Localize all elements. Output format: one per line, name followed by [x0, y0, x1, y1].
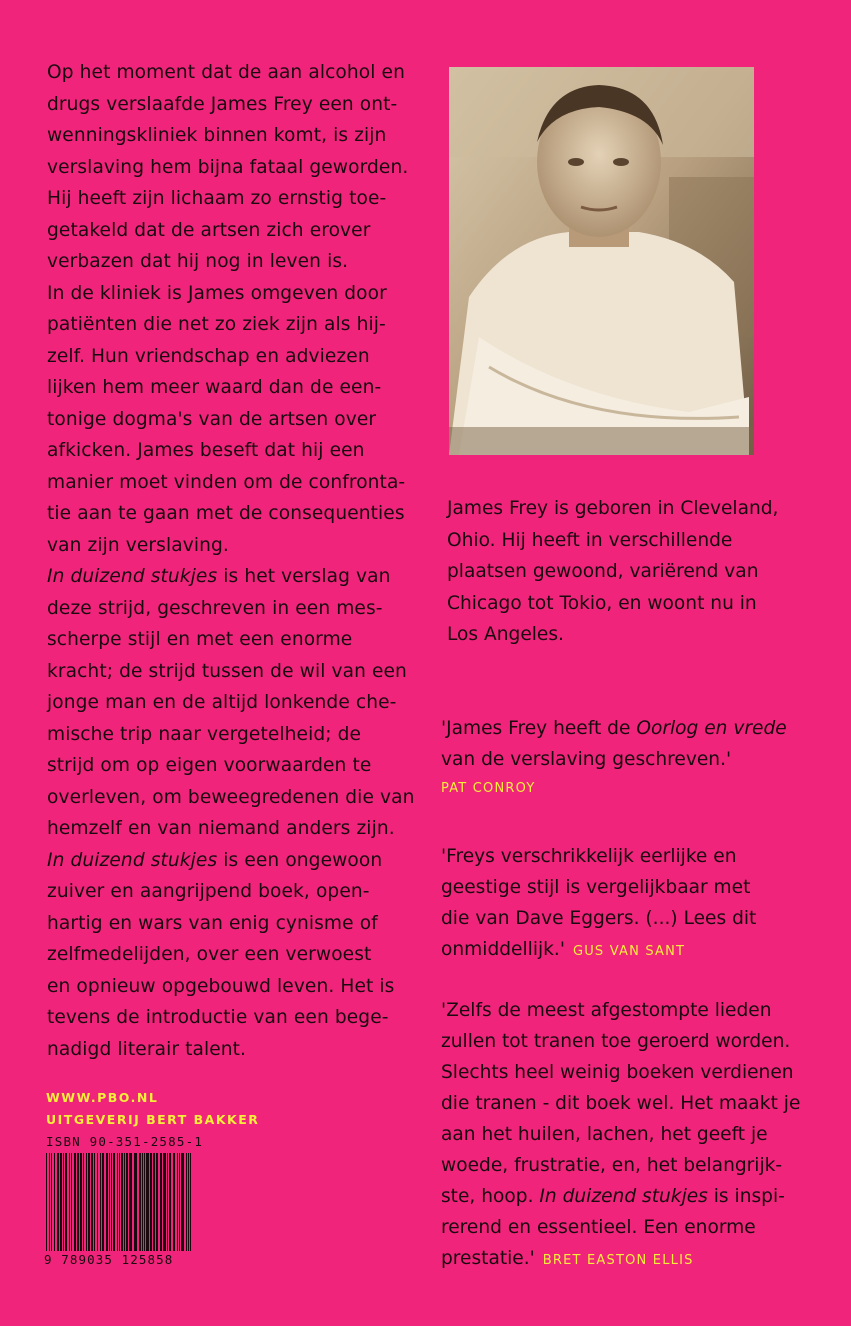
barcode-bar — [150, 1153, 152, 1251]
blurb-text-run: van zijn verslaving. — [47, 534, 229, 556]
quote-author: GUS VAN SANT — [572, 944, 686, 959]
blurb-text-run: manier moet vinden om de confronta- — [47, 471, 406, 493]
barcode-bar — [60, 1153, 62, 1251]
blurb-text-run: is een ongewoon — [217, 849, 383, 871]
blurb-text-run: drugs verslaafde James Frey een ont- — [47, 93, 398, 115]
barcode-bar — [126, 1153, 128, 1251]
quote-line: die van Dave Eggers. (...) Lees dit — [441, 908, 757, 929]
barcode-bar — [46, 1153, 47, 1251]
blurb-line — [47, 593, 417, 625]
blurb-line — [47, 404, 417, 436]
bio-line: Chicago tot Tokio, en woont nu in — [447, 592, 757, 614]
blurb-text-run: tonige dogma's van de artsen over — [47, 408, 377, 430]
review-quote-van-sant — [441, 841, 811, 967]
barcode-bar — [163, 1153, 166, 1251]
barcode-bar — [91, 1153, 93, 1251]
blurb-line — [47, 813, 417, 845]
blurb-line — [47, 561, 417, 593]
quote-line: woede, frustratie, en, het belangrijk- — [441, 1155, 783, 1176]
blurb-text-run: verslaving hem bijna fataal geworden. — [47, 156, 409, 178]
blurb-line — [47, 971, 417, 1003]
barcode-icon — [44, 1153, 194, 1257]
quote-text: onmiddellijk.' — [441, 939, 565, 960]
blurb-line — [47, 1034, 417, 1066]
blurb-line — [47, 309, 417, 341]
quote-line: Slechts heel weinig boeken verdienen — [441, 1062, 794, 1083]
blurb-line — [47, 467, 417, 499]
blurb-line — [47, 435, 417, 467]
barcode-bar — [106, 1153, 108, 1251]
blurb-text-run: is het verslag van — [217, 566, 391, 587]
barcode-bar — [100, 1153, 101, 1251]
barcode-bar — [173, 1153, 175, 1251]
blurb-text-run: zelfmedelijden, over een verwoest — [47, 944, 372, 965]
bio-line: Ohio. Hij heeft in verschillende — [447, 529, 733, 551]
blurb-text-run: kracht; de strijd tussen de wil van een — [47, 660, 407, 682]
blurb-line — [47, 246, 417, 278]
blurb-text-run: hartig en wars van enig cynisme of — [47, 912, 378, 934]
barcode-bar — [121, 1153, 123, 1251]
barcode-bar — [139, 1153, 141, 1251]
blurb-text-run: en opnieuw opgebouwd leven. Het is — [47, 975, 395, 997]
blurb-text-run: getakeld dat de artsen zich erover — [47, 219, 371, 241]
author-photo — [449, 67, 754, 455]
barcode-bar — [179, 1153, 180, 1251]
review-quote-ellis — [441, 995, 811, 1276]
author-bio — [447, 493, 807, 651]
blurb-line — [47, 939, 417, 971]
barcode-bar — [167, 1153, 168, 1251]
barcode-bar — [102, 1153, 104, 1251]
blurb-text-run: hemzelf en van niemand anders zijn. — [47, 818, 395, 839]
bio-line: James Frey is geboren in Cleveland, — [447, 498, 779, 519]
blurb-text-run: Hij heeft zijn lichaam zo ernstig toe- — [47, 188, 387, 209]
barcode-bar — [113, 1153, 115, 1251]
barcode-bar — [86, 1153, 87, 1251]
author-portrait-image — [449, 67, 754, 455]
barcode-bar — [109, 1153, 110, 1251]
review-quote-conroy — [441, 713, 811, 801]
blurb-line — [47, 876, 417, 908]
barcode-bar — [169, 1153, 171, 1251]
quote-line — [441, 1181, 811, 1212]
quote-line — [441, 1243, 811, 1276]
barcode-bar — [186, 1153, 187, 1251]
barcode-bar — [49, 1153, 50, 1251]
quote-line — [441, 934, 811, 967]
blurb-text-run: deze strijd, geschreven in een mes- — [47, 597, 383, 619]
quote-text: ste, hoop. — [441, 1186, 540, 1207]
barcode-bar — [190, 1153, 191, 1251]
blurb-text-run: scherpe stijl en met een enorme — [47, 629, 353, 650]
quote-text: is inspi- — [707, 1186, 785, 1207]
barcode-bar — [57, 1153, 59, 1251]
blurb-line — [47, 278, 417, 310]
blurb-line — [47, 89, 417, 121]
blurb-line — [47, 152, 417, 184]
blurb-line — [47, 57, 417, 89]
blurb-line — [47, 624, 417, 656]
barcode-bar — [160, 1153, 162, 1251]
blurb-line — [47, 498, 417, 530]
quote-line: die tranen - dit boek wel. Het maakt je — [441, 1093, 801, 1114]
barcode-bar — [51, 1153, 52, 1251]
quote-line: 'Freys verschrikkelijk eerlijke en — [441, 846, 737, 867]
blurb-text-run: wenningskliniek binnen komt, is zijn — [47, 125, 387, 146]
barcode-bar — [111, 1153, 112, 1251]
publisher-website: WWW.PBO.NL — [46, 1090, 159, 1105]
barcode-digits: 9 789035 125858 — [44, 1252, 174, 1267]
blurb-text-run: patiënten die net zo ziek zijn als hij- — [47, 314, 386, 335]
barcode-bar — [74, 1153, 76, 1251]
barcode-bar — [88, 1153, 90, 1251]
blurb-text-run: tie aan te gaan met de consequenties — [47, 503, 405, 524]
barcode-bar — [69, 1153, 70, 1251]
barcode-bar — [80, 1153, 82, 1251]
blurb-line — [47, 372, 417, 404]
barcode-bar — [129, 1153, 132, 1251]
barcode-bar — [97, 1153, 98, 1251]
barcode-bar — [142, 1153, 143, 1251]
blurb-text — [47, 57, 417, 1065]
blurb-line — [47, 719, 417, 751]
blurb-line — [47, 215, 417, 247]
blurb-line — [47, 530, 417, 562]
barcode-bar — [71, 1153, 72, 1251]
barcode-bar — [146, 1153, 149, 1251]
quote-author: PAT CONROY — [441, 781, 536, 796]
barcode-bar — [54, 1153, 55, 1251]
blurb-line — [47, 341, 417, 373]
bio-line: Los Angeles. — [447, 624, 564, 645]
quote-line: zullen tot tranen toe geroerd worden. — [441, 1031, 791, 1052]
blurb-line — [47, 656, 417, 688]
blurb-text-run: Op het moment dat de aan alcohol en — [47, 62, 405, 83]
quote-text: prestatie.' — [441, 1248, 535, 1269]
barcode-bar — [83, 1153, 84, 1251]
barcode-bar — [177, 1153, 178, 1251]
barcode-bar — [94, 1153, 95, 1251]
blurb-line — [47, 687, 417, 719]
blurb-line — [47, 845, 417, 877]
book-title-italic: In duizend stukjes — [47, 849, 218, 871]
publisher-info — [46, 1087, 259, 1131]
blurb-text-run: overleven, om beweegredenen die van — [47, 786, 415, 808]
quote-line: rerend en essentieel. Een enorme — [441, 1217, 756, 1238]
blurb-line — [47, 120, 417, 152]
blurb-text-run: zuiver en aangrijpend boek, open- — [47, 881, 370, 902]
blurb-text-run: lijken hem meer waard dan de een- — [47, 377, 382, 398]
blurb-text-run: jonge man en de altijd lonkende che- — [47, 692, 397, 713]
quote-line: geestige stijl is vergelijkbaar met — [441, 877, 751, 898]
quote-author: BRET EASTON ELLIS — [542, 1253, 694, 1268]
barcode-bar — [144, 1153, 145, 1251]
blurb-text-run: zelf. Hun vriendschap en adviezen — [47, 345, 370, 367]
barcode-bar — [124, 1153, 125, 1251]
barcode-bar — [156, 1153, 158, 1251]
quote-line: aan het huilen, lachen, het geeft je — [441, 1124, 768, 1145]
blurb-line — [47, 1002, 417, 1034]
book-title-italic: In duizend stukjes — [47, 566, 218, 587]
quote-title-italic: Oorlog en vrede — [636, 718, 787, 739]
blurb-text-run: verbazen dat hij nog in leven is. — [47, 251, 349, 272]
blurb-text-run: In de kliniek is James omgeven door — [47, 282, 387, 304]
quote-line: 'Zelfs de meest afgestompte lieden — [441, 1000, 772, 1021]
blurb-text-run: strijd om op eigen voorwaarden te — [47, 755, 372, 776]
barcode-bar — [153, 1153, 155, 1251]
blurb-line — [47, 750, 417, 782]
blurb-line — [47, 782, 417, 814]
publisher-name: UITGEVERIJ BERT BAKKER — [46, 1112, 260, 1127]
barcode-bar — [65, 1153, 67, 1251]
barcode-bar — [77, 1153, 79, 1251]
blurb-line — [47, 183, 417, 215]
barcode-bar — [188, 1153, 189, 1251]
blurb-text-run: tevens de introductie van een bege- — [47, 1007, 389, 1028]
barcode-bar — [119, 1153, 120, 1251]
isbn-label: ISBN 90-351-2585-1 — [46, 1134, 204, 1149]
blurb-line — [47, 908, 417, 940]
barcode-bar — [134, 1153, 137, 1251]
barcode-bar — [63, 1153, 64, 1251]
bio-line: plaatsen gewoond, variërend van — [447, 561, 759, 582]
barcode-bar — [181, 1153, 184, 1251]
barcode-bar — [117, 1153, 118, 1251]
blurb-text-run: afkicken. James beseft dat hij een — [47, 440, 365, 461]
quote-line: van de verslaving geschreven.' — [441, 749, 732, 770]
blurb-text-run: nadigd literair talent. — [47, 1038, 247, 1060]
blurb-text-run: mische trip naar vergetelheid; de — [47, 723, 362, 745]
quote-title-italic: In duizend stukjes — [539, 1186, 708, 1207]
quote-text: 'James Frey heeft de — [441, 718, 637, 739]
quote-line — [441, 713, 811, 744]
